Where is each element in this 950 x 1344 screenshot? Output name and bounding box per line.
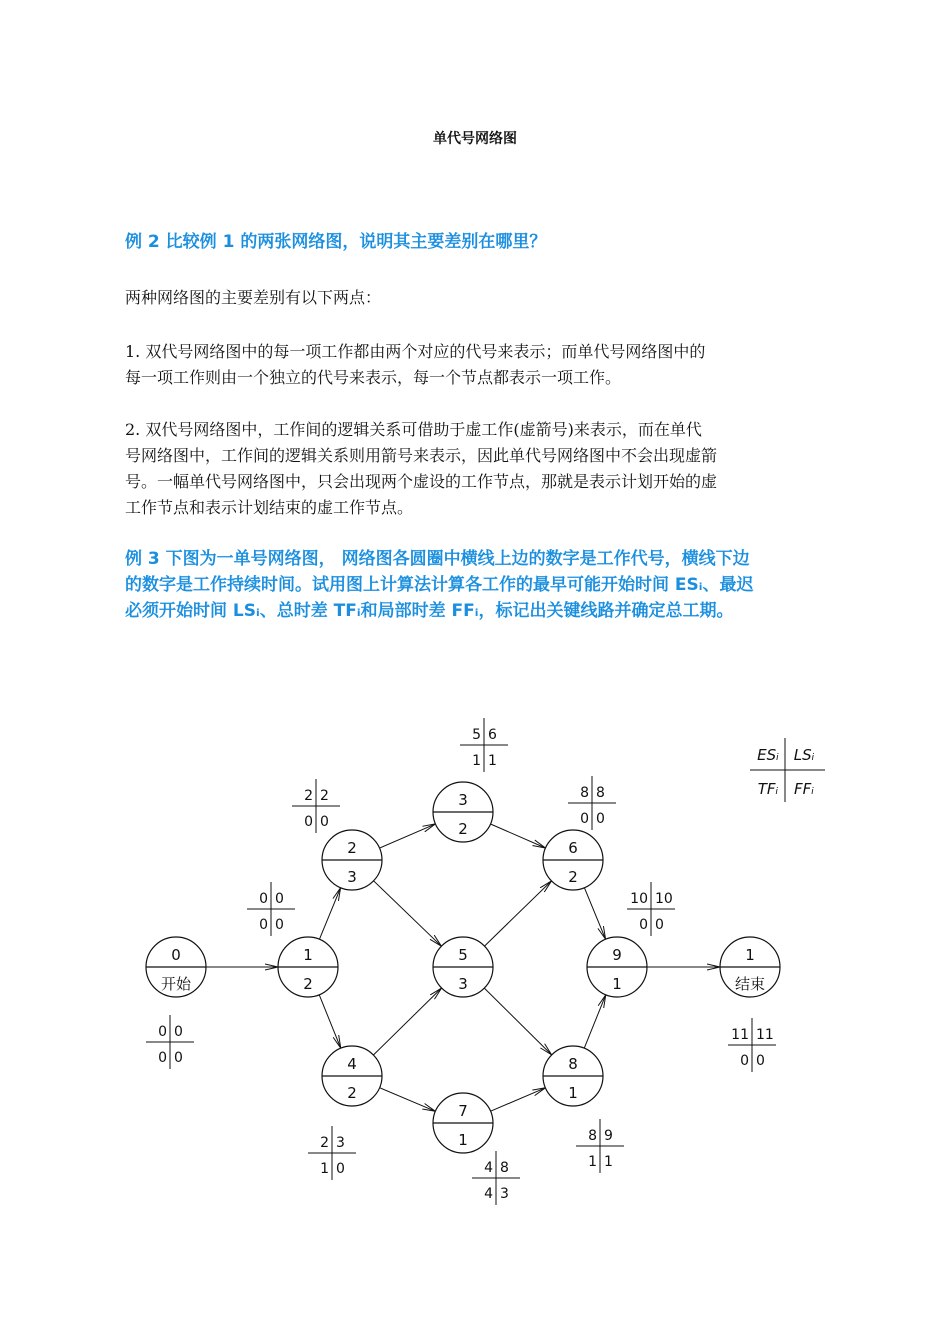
param-ls: 10 — [655, 891, 673, 907]
param-ls: 2 — [320, 788, 329, 804]
node-duration: 1 — [612, 975, 622, 993]
param-ls: 0 — [275, 891, 284, 907]
param-ff: 0 — [756, 1053, 765, 1069]
param-ff: 0 — [596, 811, 605, 827]
node-duration: 2 — [347, 1084, 357, 1102]
params-6 — [568, 776, 616, 830]
node-code: 1 — [303, 946, 313, 964]
example3-line1: 例 3 下图为一单号网络图， 网络图各圆圈中横线上边的数字是工作代号，横线下边 — [125, 549, 750, 569]
edge-6-9 — [584, 888, 605, 940]
param-ff: 0 — [174, 1050, 183, 1066]
param-tf: 1 — [472, 753, 481, 769]
param-es: 0 — [158, 1024, 167, 1040]
point2-line3: 号。一幅单代号网络图中，只会出现两个虚设的工作节点，那就是表示计划开始的虚 — [125, 472, 718, 491]
edge-2-5 — [374, 881, 442, 946]
param-ls: 0 — [174, 1024, 183, 1040]
node-8 — [543, 1046, 603, 1106]
node-3 — [433, 782, 493, 842]
param-es: 8 — [580, 785, 589, 801]
param-tf: 4 — [484, 1186, 493, 1202]
param-es: 2 — [304, 788, 313, 804]
node-duration: 2 — [568, 868, 578, 886]
param-ff: 1 — [604, 1154, 613, 1170]
legend-ff: FFᵢ — [794, 780, 814, 798]
params-0 — [146, 1015, 194, 1069]
example3-line3: 必须开始时间 LSᵢ、总时差 TFᵢ和局部时差 FFᵢ，标记出关键线路并确定总工期。 — [125, 601, 734, 621]
param-tf: 1 — [320, 1161, 329, 1177]
page-title: 单代号网络图 — [433, 131, 517, 147]
params-9 — [627, 882, 675, 936]
node-code: 5 — [458, 946, 468, 964]
param-tf: 0 — [259, 917, 268, 933]
node-5 — [433, 937, 493, 997]
edge-1-4 — [319, 995, 341, 1048]
edge-4-5 — [373, 988, 441, 1055]
node-duration: 1 — [568, 1084, 578, 1102]
example3-line2: 的数字是工作持续时间。试用图上计算法计算各工作的最早可能开始时间 ESᵢ、最迟 — [125, 575, 754, 595]
param-ls: 6 — [488, 727, 497, 743]
node-code: 0 — [171, 946, 181, 964]
edge-8-9 — [584, 995, 606, 1048]
point1-line1: 1. 双代号网络图中的每一项工作都由两个对应的代号来表示；而单代号网络图中的 — [125, 342, 706, 361]
params-8 — [576, 1119, 624, 1173]
param-ls: 8 — [596, 785, 605, 801]
node-code: 6 — [568, 839, 578, 857]
param-tf: 0 — [580, 811, 589, 827]
params-2 — [292, 779, 340, 833]
point2-line1: 2. 双代号网络图中，工作间的逻辑关系可借助于虚工作(虚箭号)来表示，而在单代 — [125, 420, 702, 439]
param-ff: 3 — [500, 1186, 509, 1202]
param-es: 10 — [630, 891, 648, 907]
node-7 — [433, 1093, 493, 1153]
example2-intro: 两种网络图的主要差别有以下两点： — [125, 288, 382, 307]
node-duration: 2 — [458, 820, 468, 838]
node-code: 1 — [745, 946, 755, 964]
param-es: 8 — [588, 1128, 597, 1144]
param-ls: 9 — [604, 1128, 613, 1144]
node-code: 7 — [458, 1102, 468, 1120]
param-ff: 0 — [275, 917, 284, 933]
example2-heading: 例 2 比较例 1 的两张网络图，说明其主要差别在哪里？ — [125, 232, 547, 252]
node-code: 3 — [458, 791, 468, 809]
point1-line2: 每一项工作则由一个独立的代号来表示，每一个节点都表示一项工作。 — [125, 368, 622, 387]
param-ls: 11 — [756, 1027, 774, 1043]
node-end — [720, 937, 780, 997]
param-es: 4 — [484, 1160, 493, 1176]
param-es: 5 — [472, 727, 481, 743]
params-end — [728, 1018, 776, 1072]
param-es: 0 — [259, 891, 268, 907]
node-code: 8 — [568, 1055, 578, 1073]
edge-5-8 — [484, 988, 551, 1055]
param-tf: 0 — [639, 917, 648, 933]
node-code: 2 — [347, 839, 357, 857]
node-6 — [543, 830, 603, 890]
param-ff: 0 — [336, 1161, 345, 1177]
node-duration: 开始 — [160, 975, 192, 993]
node-duration: 结束 — [734, 975, 766, 993]
param-es: 11 — [731, 1027, 749, 1043]
params-4 — [308, 1126, 356, 1180]
param-ff: 0 — [655, 917, 664, 933]
param-tf: 0 — [304, 814, 313, 830]
params-1 — [247, 882, 295, 936]
point2-line4: 工作节点和表示计划结束的虚工作节点。 — [125, 498, 414, 517]
legend-cross — [750, 738, 825, 802]
network-diagram — [0, 690, 950, 1230]
node-2 — [322, 830, 382, 890]
node-duration: 3 — [347, 868, 357, 886]
param-tf: 0 — [158, 1050, 167, 1066]
node-code: 9 — [612, 946, 622, 964]
edge-1-2 — [319, 888, 340, 940]
edge-3-6 — [490, 824, 545, 848]
node-duration: 2 — [303, 975, 313, 993]
edge-5-6 — [485, 881, 552, 946]
param-ls: 8 — [500, 1160, 509, 1176]
param-ff: 1 — [488, 753, 497, 769]
param-es: 2 — [320, 1135, 329, 1151]
node-duration: 3 — [458, 975, 468, 993]
node-9 — [587, 937, 647, 997]
node-0 — [146, 937, 206, 997]
legend-es: ESᵢ — [757, 746, 779, 764]
params-7 — [472, 1151, 520, 1205]
node-1 — [278, 937, 338, 997]
node-duration: 1 — [458, 1131, 468, 1149]
legend-tf: TFᵢ — [757, 780, 779, 798]
params-3 — [460, 718, 508, 772]
node-code: 4 — [347, 1055, 357, 1073]
param-tf: 1 — [588, 1154, 597, 1170]
edge-2-3 — [380, 824, 436, 848]
node-4 — [322, 1046, 382, 1106]
edge-7-8 — [491, 1088, 546, 1111]
point2-line2: 号网络图中，工作间的逻辑关系则用箭号来表示，因此单代号网络图中不会出现虚箭 — [125, 446, 718, 465]
legend-ls: LSᵢ — [793, 746, 815, 764]
param-ls: 3 — [336, 1135, 345, 1151]
edge-4-7 — [380, 1088, 436, 1112]
param-ff: 0 — [320, 814, 329, 830]
param-tf: 0 — [740, 1053, 749, 1069]
